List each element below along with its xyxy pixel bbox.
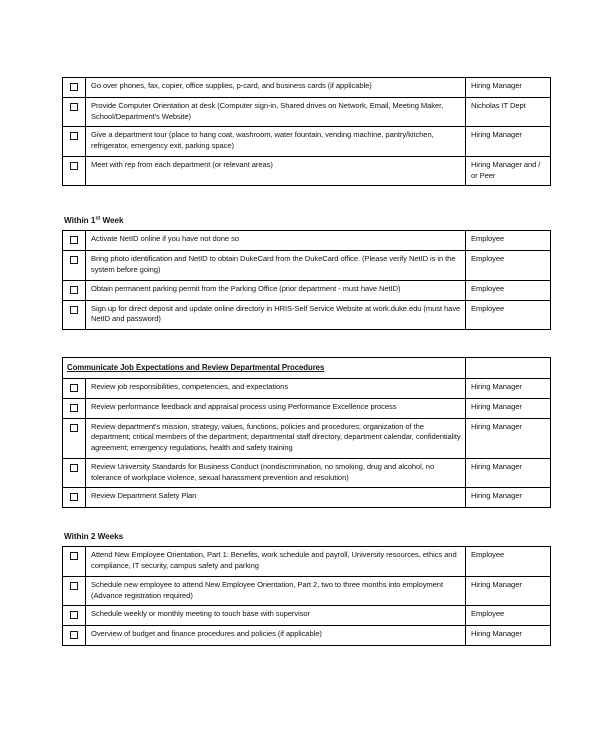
section-title-within-2-weeks — [64, 532, 550, 541]
checkbox-cell[interactable] — [63, 97, 86, 127]
responsible-party: Employee — [466, 300, 551, 330]
checkbox-cell[interactable] — [63, 626, 86, 646]
section-spacer — [62, 508, 550, 532]
checkbox-cell[interactable] — [63, 576, 86, 606]
checkbox-icon[interactable] — [70, 552, 78, 560]
checklist-table-job-expectations — [62, 357, 551, 508]
task-description: Review University Standards for Business Conduct (nondiscrimination, no smoking, drug and alcohol, no tolerance of workplace violence, sexual harassment prevention and resolution) — [86, 458, 466, 488]
table-row — [63, 231, 551, 251]
section-spacer — [62, 186, 550, 216]
responsible-party: Employee — [466, 251, 551, 281]
table-row — [63, 378, 551, 398]
task-description: Obtain permanent parking permit from the Parking Office (prior department - must have NetID) — [86, 280, 466, 300]
checkbox-icon[interactable] — [70, 404, 78, 412]
checkbox-cell[interactable] — [63, 547, 86, 577]
responsible-party: Employee — [466, 280, 551, 300]
checkbox-icon[interactable] — [70, 424, 78, 432]
checkbox-icon[interactable] — [70, 162, 78, 170]
responsible-party: Hiring Manager — [466, 488, 551, 508]
checklist-table-first-day — [62, 77, 551, 186]
responsible-party: Employee — [466, 606, 551, 626]
task-description: Sign up for direct deposit and update online directory in HRIS-Self Service Website at work.duke.edu (must have NetID and password) — [86, 300, 466, 330]
checkbox-icon[interactable] — [70, 384, 78, 392]
table-row — [63, 606, 551, 626]
section-title-tail: Week — [100, 216, 124, 226]
checkbox-cell[interactable] — [63, 280, 86, 300]
task-description: Review job responsibilities, competencies, and expectations — [86, 378, 466, 398]
checkbox-icon[interactable] — [70, 464, 78, 472]
section-spacer — [62, 330, 550, 357]
ordinal-suffix: st — [95, 215, 101, 222]
table-row — [63, 398, 551, 418]
responsible-party: Hiring Manager — [466, 398, 551, 418]
table-row — [63, 78, 551, 98]
checkbox-icon[interactable] — [70, 286, 78, 294]
checkbox-cell[interactable] — [63, 606, 86, 626]
table-row — [63, 458, 551, 488]
checkbox-icon[interactable] — [70, 132, 78, 140]
checkbox-icon[interactable] — [70, 611, 78, 619]
table-row — [63, 127, 551, 157]
table-row — [63, 488, 551, 508]
section-header-role-cell — [466, 358, 551, 379]
checkbox-cell[interactable] — [63, 488, 86, 508]
task-description: Attend New Employee Orientation, Part 1: Benefits, work schedule and payroll, University resources, ethics and compliance, IT security, campus safety and parking — [86, 547, 466, 577]
section-title-text: Within 1 — [64, 216, 96, 226]
table-row — [63, 251, 551, 281]
checkbox-cell[interactable] — [63, 78, 86, 98]
checkbox-icon[interactable] — [70, 493, 78, 501]
checkbox-icon[interactable] — [70, 582, 78, 590]
responsible-party: Hiring Manager — [466, 78, 551, 98]
table-body — [63, 547, 551, 646]
section-title-text: Within 2 Weeks — [64, 532, 124, 542]
checkbox-icon[interactable] — [70, 306, 78, 314]
task-description: Schedule weekly or monthly meeting to touch base with supervisor — [86, 606, 466, 626]
checkbox-cell[interactable] — [63, 127, 86, 157]
checkbox-icon[interactable] — [70, 103, 78, 111]
checkbox-cell[interactable] — [63, 231, 86, 251]
checkbox-cell[interactable] — [63, 398, 86, 418]
task-description: Overview of budget and finance procedures and policies (if applicable) — [86, 626, 466, 646]
checkbox-cell[interactable] — [63, 251, 86, 281]
responsible-party: Hiring Manager — [466, 458, 551, 488]
table-body — [63, 231, 551, 330]
checkbox-icon[interactable] — [70, 83, 78, 91]
table-row — [63, 280, 551, 300]
checkbox-icon[interactable] — [70, 631, 78, 639]
responsible-party: Nicholas IT Dept — [466, 97, 551, 127]
checkbox-cell[interactable] — [63, 458, 86, 488]
responsible-party: Hiring Manager and / or Peer — [466, 156, 551, 186]
responsible-party: Hiring Manager — [466, 626, 551, 646]
responsible-party: Employee — [466, 231, 551, 251]
checkbox-icon[interactable] — [70, 256, 78, 264]
checkbox-cell[interactable] — [63, 418, 86, 458]
checklist-table-within-2-weeks — [62, 546, 551, 646]
table-row — [63, 576, 551, 606]
responsible-party: Hiring Manager — [466, 127, 551, 157]
task-description: Review department's mission, strategy, values, functions, policies and procedures; organization of the department; critical members of the department; departmental staff directory, department calendar, confidentiality agreement; emergency regulations, health and safety training — [86, 418, 466, 458]
task-description: Schedule new employee to attend New Employee Orientation, Part 2, two to three months into employment (Advance registration required) — [86, 576, 466, 606]
checkbox-cell[interactable] — [63, 156, 86, 186]
checkbox-cell[interactable] — [63, 300, 86, 330]
checklist-table-within-first-week — [62, 230, 551, 330]
table-row — [63, 418, 551, 458]
task-description: Review performance feedback and appraisal process using Performance Excellence process — [86, 398, 466, 418]
checkbox-cell[interactable] — [63, 378, 86, 398]
responsible-party: Employee — [466, 547, 551, 577]
section-header-cell — [63, 358, 466, 379]
table-row — [63, 626, 551, 646]
task-description: Activate NetID online if you have not done so — [86, 231, 466, 251]
responsible-party: Hiring Manager — [466, 418, 551, 458]
checkbox-icon[interactable] — [70, 236, 78, 244]
task-description: Go over phones, fax, copier, office supplies, p-card, and business cards (if applicable) — [86, 78, 466, 98]
table-row — [63, 156, 551, 186]
task-description: Review Department Safety Plan — [86, 488, 466, 508]
task-description: Provide Computer Orientation at desk (Computer sign-in, Shared drives on Network, Email, Meeting Maker, School/Department's Website) — [86, 97, 466, 127]
table-body — [63, 358, 551, 508]
task-description: Give a department tour (place to hang coat, washroom, water fountain, vending machine, pantry/kitchen, refrigerator, emergency exit, parking space) — [86, 127, 466, 157]
table-section-header-row — [63, 358, 551, 379]
table-row — [63, 547, 551, 577]
section-header-text: Communicate Job Expectations and Review Departmental Procedures — [67, 363, 325, 373]
section-title-within-first-week — [64, 216, 550, 225]
task-description: Meet with rep from each department (or relevant areas) — [86, 156, 466, 186]
responsible-party: Hiring Manager — [466, 378, 551, 398]
task-description: Bring photo identification and NetID to obtain DukeCard from the DukeCard office. (Please verify NetID is in the system before going) — [86, 251, 466, 281]
table-row — [63, 300, 551, 330]
table-row — [63, 97, 551, 127]
table-body — [63, 78, 551, 186]
responsible-party: Hiring Manager — [466, 576, 551, 606]
